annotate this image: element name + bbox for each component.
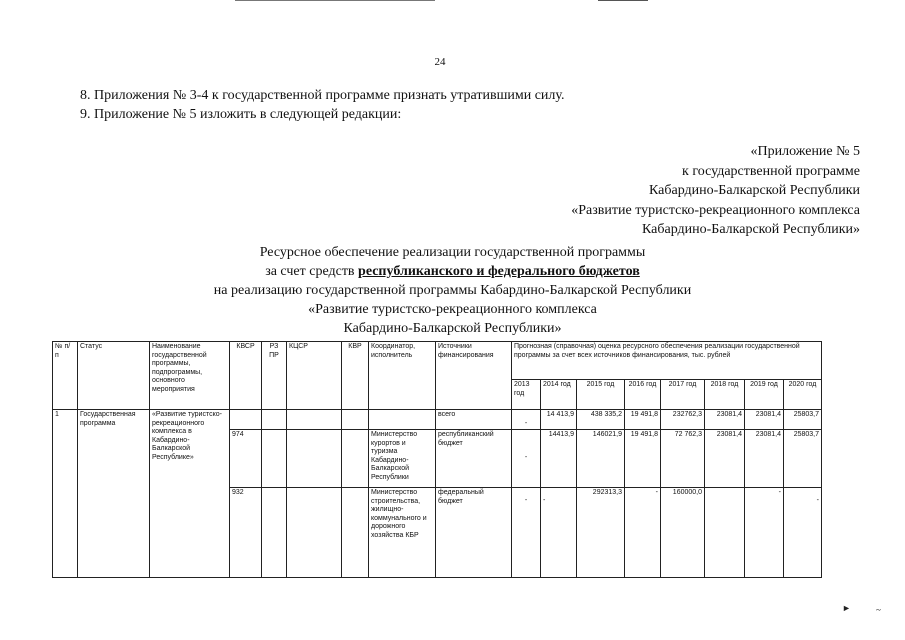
- title-line: [0, 262, 905, 281]
- cell-value: 14413,9: [541, 430, 577, 488]
- header-year: 2020 год: [784, 380, 822, 410]
- cell-rzpr: [262, 488, 287, 578]
- header-year: 2014 год: [541, 380, 577, 410]
- paragraph-8: 8. Приложения № 3-4 к государственной программе признать утратившими силу.: [80, 88, 565, 103]
- cell-source: республиканский бюджет: [436, 430, 512, 488]
- header-forecast: Прогнозная (справочная) оценка ресурсного обеспечения реализации государственной программы за счет всех источников финансирования, тыс. рублей: [512, 342, 822, 380]
- cell-coordinator: [369, 410, 436, 430]
- cell-value: -: [512, 430, 541, 488]
- header-year: 2017 год: [661, 380, 705, 410]
- cell-kvsr: [230, 410, 262, 430]
- cell-kcsr: [287, 430, 342, 488]
- title-line: на реализацию государственной программы Кабардино-Балкарской Республики: [213, 283, 692, 298]
- header-rzpr: РЗ ПР: [262, 342, 287, 410]
- cell-num: 1: [53, 410, 78, 578]
- cell-value: -: [512, 410, 541, 430]
- cell-value: 25803,7: [784, 430, 822, 488]
- cell-kvr: [342, 430, 369, 488]
- scan-artifact-line: [598, 0, 648, 1]
- appendix-line: «Приложение № 5: [750, 144, 860, 159]
- table-row: [53, 410, 822, 430]
- title-line: Кабардино-Балкарской Республики»: [343, 321, 562, 336]
- header-kcsr: КЦСР: [287, 342, 342, 410]
- cell-value: 19 491,8: [625, 410, 661, 430]
- cell-value: 146021,9: [577, 430, 625, 488]
- cell-kcsr: [287, 410, 342, 430]
- resource-table: [52, 341, 822, 578]
- cell-source: всего: [436, 410, 512, 430]
- cell-kvr: [342, 488, 369, 578]
- title-prefix: за счет средств: [265, 264, 359, 279]
- cell-kvr: [342, 410, 369, 430]
- title-line: «Развитие туристско-рекреационного комплекса: [308, 302, 597, 317]
- header-num: № п/ п: [53, 342, 78, 410]
- header-year: 2019 год: [745, 380, 784, 410]
- cell-value: -: [512, 488, 541, 578]
- page-number: 24: [434, 56, 446, 68]
- scan-artifact-line: [235, 0, 435, 1]
- cell-value: 438 335,2: [577, 410, 625, 430]
- header-name: Наименование государственной программы, подпрограммы, основного мероприятия: [150, 342, 230, 410]
- cell-value: 232762,3: [661, 410, 705, 430]
- paragraph-9: 9. Приложение № 5 изложить в следующей редакции:: [80, 107, 402, 122]
- document-title: [0, 243, 905, 338]
- cell-value: [705, 488, 745, 578]
- header-row: [53, 342, 822, 380]
- cell-rzpr: [262, 410, 287, 430]
- cell-value: -: [625, 488, 661, 578]
- header-coordinator: Координатор, исполнитель: [369, 342, 436, 410]
- cell-value: 23081,4: [745, 430, 784, 488]
- cell-value: 19 491,8: [625, 430, 661, 488]
- header-kvsr: КВСР: [230, 342, 262, 410]
- header-year: 2016 год: [625, 380, 661, 410]
- cell-value: 25803,7: [784, 410, 822, 430]
- cell-kcsr: [287, 488, 342, 578]
- header-year: 2015 год: [577, 380, 625, 410]
- cell-value: 23081,4: [705, 430, 745, 488]
- header-year: 2018 год: [705, 380, 745, 410]
- appendix-line: к государственной программе: [682, 163, 860, 179]
- cell-value: -: [745, 488, 784, 578]
- cell-program-name: «Развитие туристско-рекреационного комплекса в Кабардино-Балкарской Республике»: [150, 410, 230, 578]
- cell-value: 72 762,3: [661, 430, 705, 488]
- cell-value: 292313,3: [577, 488, 625, 578]
- appendix-line: Кабардино-Балкарской Республики: [649, 183, 860, 198]
- header-sources: Источники финансирования: [436, 342, 512, 410]
- cell-value: 23081,4: [745, 410, 784, 430]
- cell-kvsr: 974: [230, 430, 262, 488]
- cell-source: федеральный бюджет: [436, 488, 512, 578]
- cell-coordinator: Министерство строительства, жилищно-коммунального и дорожного хозяйства КБР: [369, 488, 436, 578]
- cell-value: 14 413,9: [541, 410, 577, 430]
- scan-mark: ►: [842, 603, 851, 613]
- scan-mark: ~: [876, 605, 881, 615]
- cell-kvsr: 932: [230, 488, 262, 578]
- title-line: Ресурсное обеспечение реализации государственной программы: [259, 245, 646, 260]
- title-underlined: республиканского и федерального бюджетов: [358, 264, 640, 279]
- header-year: 2013 год: [512, 380, 541, 410]
- appendix-heading: [571, 142, 860, 240]
- appendix-line: Кабардино-Балкарской Республики»: [642, 222, 860, 237]
- cell-value: -: [784, 488, 822, 578]
- cell-value: 160000,0: [661, 488, 705, 578]
- header-status: Статус: [78, 342, 150, 410]
- appendix-line: «Развитие туристско-рекреационного комплекса: [571, 202, 860, 218]
- cell-coordinator: Министерство курортов и туризма Кабардино-Балкарской Республики: [369, 430, 436, 488]
- cell-value: -: [541, 488, 577, 578]
- cell-rzpr: [262, 430, 287, 488]
- header-kvr: КВР: [342, 342, 369, 410]
- cell-value: 23081,4: [705, 410, 745, 430]
- cell-status: Государственная программа: [78, 410, 150, 578]
